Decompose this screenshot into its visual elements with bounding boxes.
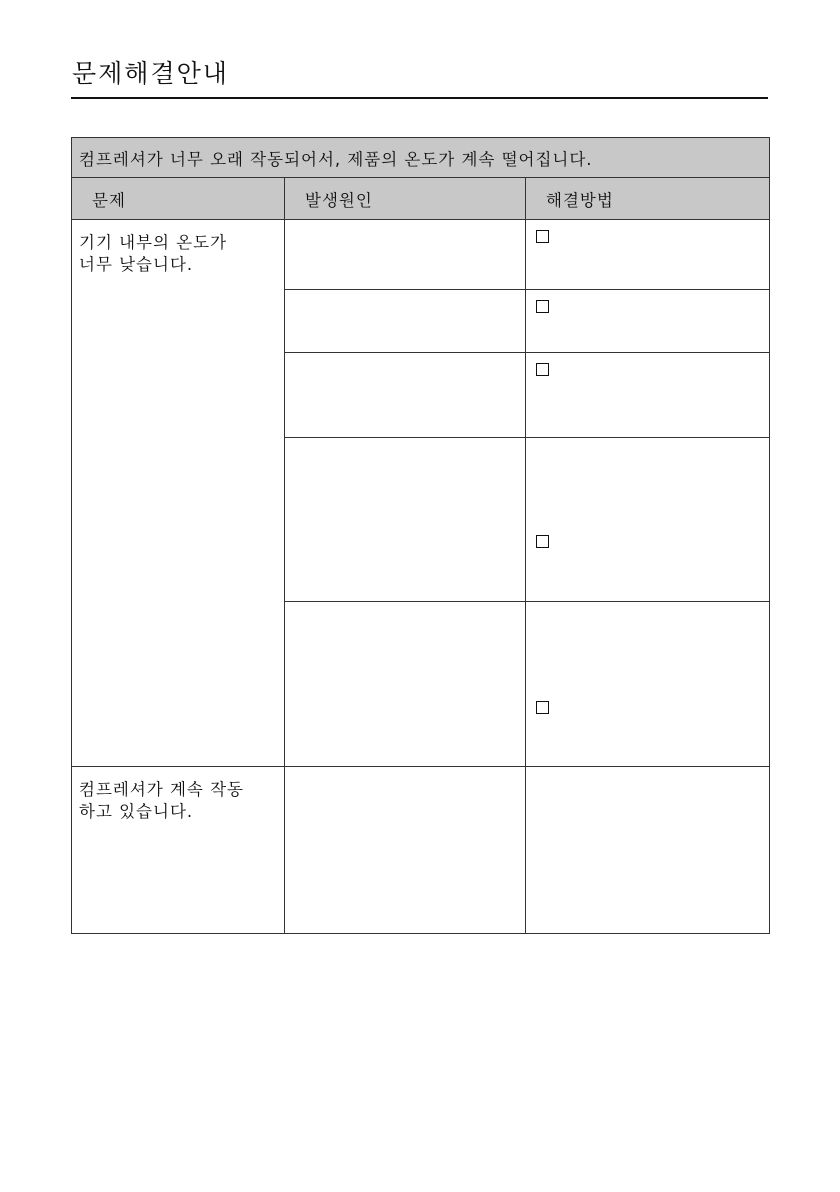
problem-text-line: 너무 낮습니다. [79,255,194,274]
header-problem: 문제 [72,178,285,220]
cause-cell [285,290,526,353]
cause-cell [285,767,526,934]
troubleshooting-table [71,137,770,934]
cause-cell [285,353,526,438]
checkbox-icon[interactable] [536,535,549,548]
solution-cell [526,290,770,353]
problem-text-line: 컴프레셔가 계속 작동 [79,780,244,799]
solution-cell [526,220,770,290]
cause-cell [285,602,526,767]
solution-cell [526,353,770,438]
solution-cell [526,438,770,602]
checkbox-icon[interactable] [536,230,549,243]
checkbox-icon[interactable] [536,701,549,714]
problem-cell [72,220,285,767]
cause-cell [285,220,526,290]
solution-cell [526,767,770,934]
checkbox-icon[interactable] [536,363,549,376]
solution-cell [526,602,770,767]
table-banner: 컴프레셔가 너무 오래 작동되어서, 제품의 온도가 계속 떨어집니다. [72,138,770,178]
page-title: 문제해결안내 [72,59,229,88]
cause-cell [285,438,526,602]
checkbox-icon[interactable] [536,300,549,313]
header-cause: 발생원인 [285,178,526,220]
problem-text-line: 하고 있습니다. [79,802,194,821]
problem-text-line: 기기 내부의 온도가 [79,233,228,252]
title-divider [71,97,768,99]
header-solution: 해결방법 [526,178,770,220]
problem-cell [72,767,285,934]
